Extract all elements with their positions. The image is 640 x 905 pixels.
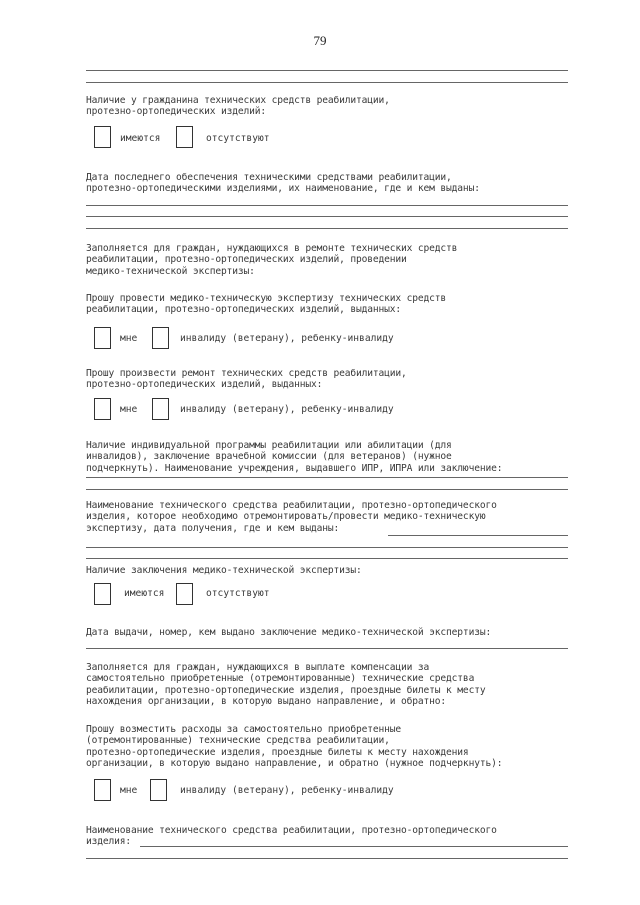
fill-line[interactable] [86, 558, 568, 559]
fill-line[interactable] [86, 82, 568, 83]
fill-line[interactable] [86, 228, 568, 229]
checkbox-me-label: мне [120, 333, 138, 344]
checkbox-disabled[interactable] [150, 779, 167, 801]
checkbox-have-label: имеются [120, 133, 161, 144]
checkbox-have[interactable] [94, 583, 111, 605]
checkbox-disabled-label: инвалиду (ветерану), ребенку-инвалиду [180, 404, 394, 415]
checkbox-me[interactable] [94, 398, 111, 420]
aids-availability-text: Наличие у гражданина технических средств реабилитации, протезно-ортопедических изделий: [86, 95, 390, 118]
ipr-text: Наличие индивидуальной программы реабилитации или абилитации (для инвалидов), заключение врачебной комиссии (для ветеранов) (нужное подчеркнуть). Наименование учреждения, выдавшего ИПР, ИПРА или заключение: [86, 440, 503, 474]
page-number: 79 [313, 33, 327, 48]
device-name-compensation-text: Наименование технического средства реабилитации, протезно-ортопедического изделия: [86, 825, 497, 848]
repair-request-text: Прошу произвести ремонт технических средств реабилитации, протезно-ортопедических изделий, выданных: [86, 368, 407, 391]
compensation-section-text: Заполняется для граждан, нуждающихся в выплате компенсации за самостоятельно приобретенные (отремонтированные) технические средства реабилитации, протезно-ортопедические изделия, проездные билеты к месту нахождения организации, в которую выдано направление, и обратно: [86, 662, 486, 707]
expertise-conclusion-text: Наличие заключения медико-технической экспертизы: [86, 565, 362, 576]
repair-section-text: Заполняется для граждан, нуждающихся в ремонте технических средств реабилитации, протезно-ортопедических изделий, проведении медико-технической экспертизы: [86, 243, 458, 277]
fill-line[interactable] [86, 70, 568, 71]
checkbox-me[interactable] [94, 327, 111, 349]
last-provision-text: Дата последнего обеспечения техническими средствами реабилитации, протезно-ортопедическими изделиями, их наименование, где и кем выданы: [86, 172, 480, 195]
fill-line[interactable] [86, 858, 568, 859]
conclusion-details-text: Дата выдачи, номер, кем выдано заключение медико-технической экспертизы: [86, 627, 492, 638]
fill-line[interactable] [86, 648, 568, 649]
checkbox-me-label: мне [120, 404, 138, 415]
checkbox-disabled-label: инвалиду (ветерану), ребенку-инвалиду [180, 333, 394, 344]
device-name-text: Наименование технического средства реабилитации, протезно-ортопедического изделия, которое необходимо отремонтировать/провести медико-техническую экспертизу, дата получения, где и кем выданы: [86, 500, 497, 534]
fill-line[interactable] [86, 205, 568, 206]
checkbox-have[interactable] [94, 126, 111, 148]
checkbox-disabled-label: инвалиду (ветерану), ребенку-инвалиду [180, 785, 394, 796]
checkbox-have-label: имеются [124, 588, 165, 599]
checkbox-none[interactable] [176, 583, 193, 605]
reimbursement-request-text: Прошу возместить расходы за самостоятельно приобретенные (отремонтированные) технические средства реабилитации, протезно-ортопедические изделия, проездные билеты к месту нахождения организации, в которую выдано направление, и обратно (нужное подчеркнуть): [86, 724, 503, 769]
checkbox-none[interactable] [176, 126, 193, 148]
expertise-request-text: Прошу провести медико-техническую экспертизу технических средств реабилитации, протезно-ортопедических изделий, выданных: [86, 293, 447, 316]
checkbox-none-label: отсутствуют [206, 133, 270, 144]
checkbox-disabled[interactable] [152, 327, 169, 349]
fill-line[interactable] [86, 216, 568, 217]
fill-line[interactable] [86, 489, 568, 490]
fill-line[interactable] [86, 547, 568, 548]
fill-line[interactable] [86, 477, 568, 478]
checkbox-me[interactable] [94, 779, 111, 801]
fill-line[interactable] [140, 846, 568, 847]
checkbox-none-label: отсутствуют [206, 588, 270, 599]
checkbox-me-label: мне [120, 785, 138, 796]
fill-line[interactable] [388, 535, 568, 536]
checkbox-disabled[interactable] [152, 398, 169, 420]
